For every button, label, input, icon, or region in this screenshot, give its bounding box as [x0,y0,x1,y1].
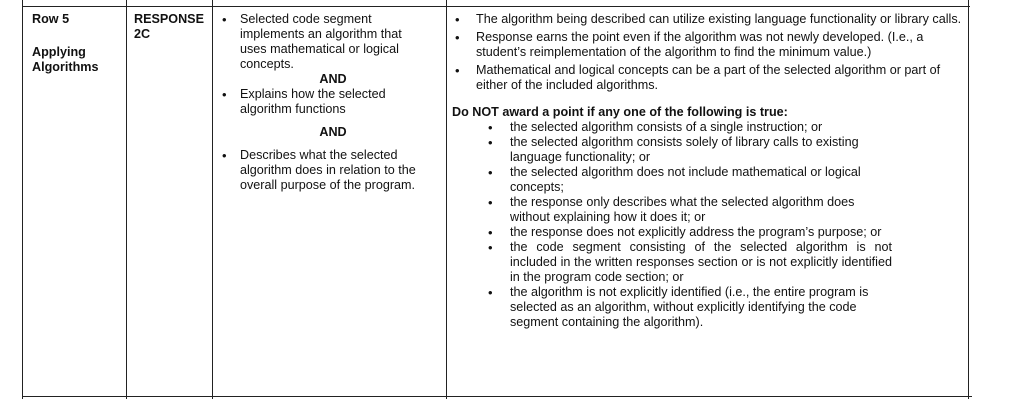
do-not-award-list [452,120,892,330]
column-divider-2 [126,0,127,399]
table-bottom-border [22,396,972,397]
and-connector: AND [319,125,347,139]
criteria-list [216,87,426,117]
do-not-award-item: • the code segment consisting of the selected algorithm is not included in the written responses section or is not explicitly identified in the program code section; or [452,240,892,285]
do-not-award-item: • the algorithm is not explicitly identified (i.e., the entire program is selected as an algorithm, without explicitly identifying the code segment containing the algorithm). [452,285,892,330]
do-not-award-item: • the response only describes what the selected algorithm does without explaining how it does it; or [452,195,892,225]
table-top-border [22,6,970,7]
row-number: Row 5 [32,12,70,26]
criteria-cell [216,12,426,193]
criteria-item: • Selected code segment implements an algorithm that uses mathematical or logical concepts. [216,12,426,72]
column-divider-4 [446,0,447,399]
notes-item: • Mathematical and logical concepts can be a part of the selected algorithm or part of either of the included algorithms. [452,63,966,93]
row-title: Applying Algorithms [32,45,99,74]
notes-item: • The algorithm being described can utilize existing language functionality or library calls. [452,12,966,27]
column-divider-3 [212,0,213,399]
do-not-award-item: • the selected algorithm does not include mathematical or logical concepts; [452,165,892,195]
criteria-list [216,12,426,72]
column-divider-5 [968,0,969,399]
notes-cell [452,12,966,330]
and-connector: AND [319,72,347,86]
notes-list [452,12,966,93]
do-not-award-item: • the response does not explicitly address the program’s purpose; or [452,225,892,240]
column-divider-1 [22,0,23,399]
do-not-award-heading: Do NOT award a point if any one of the following is true: [452,105,788,119]
criteria-list [216,148,426,193]
criteria-item: • Describes what the selected algorithm does in relation to the overall purpose of the program. [216,148,426,193]
row-label-cell [32,12,120,75]
notes-item: • Response earns the point even if the algorithm was not newly developed. (I.e., a student’s reimplementation of the algorithm to find the minimum value.) [452,30,966,60]
response-label: RESPONSE 2C [134,12,204,41]
criteria-item: • Explains how the selected algorithm functions [216,87,426,117]
do-not-award-item: • the selected algorithm consists of a single instruction; or [452,120,892,135]
response-cell [134,12,210,42]
do-not-award-item: • the selected algorithm consists solely of library calls to existing language functionality; or [452,135,892,165]
